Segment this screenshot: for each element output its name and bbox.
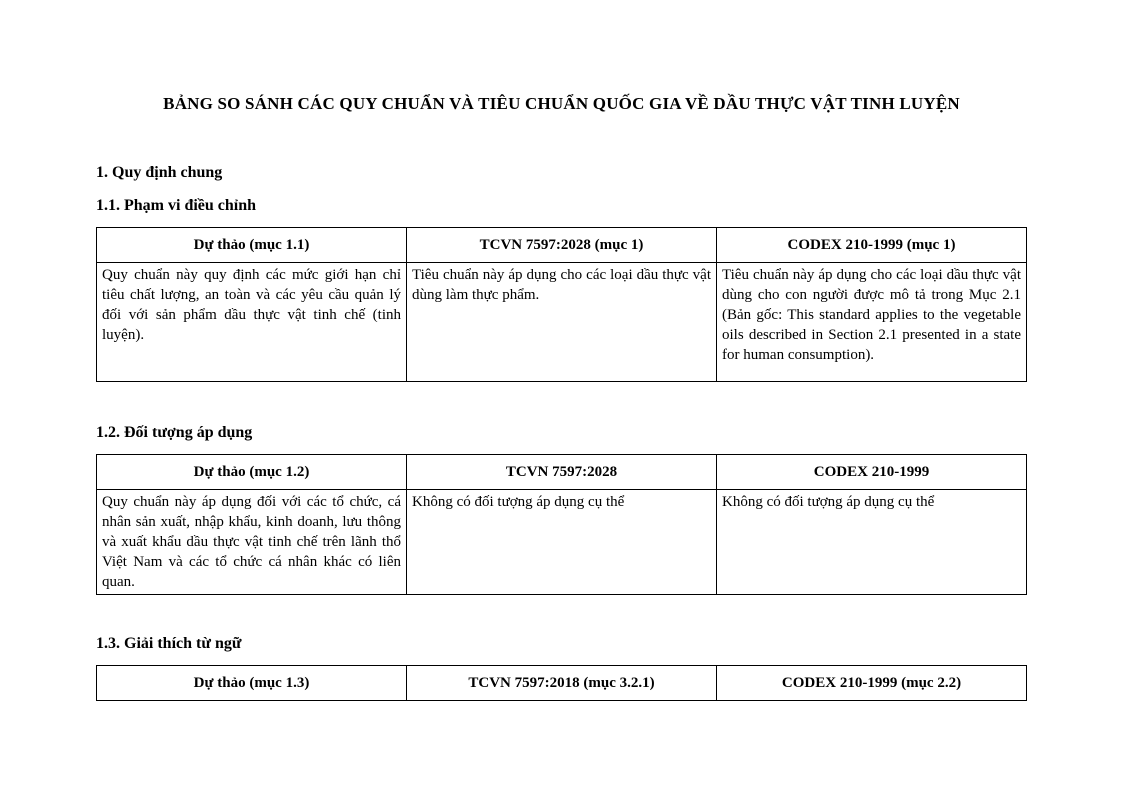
table-cell-codex: Không có đối tượng áp dụng cụ thể <box>717 490 1027 595</box>
comparison-table-1-1 <box>96 227 1027 382</box>
table-header-cell-codex: CODEX 210-1999 (mục 1) <box>717 228 1027 263</box>
table-header-cell-codex: CODEX 210-1999 (mục 2.2) <box>717 666 1027 701</box>
table-header-cell-draft: Dự thảo (mục 1.3) <box>97 666 407 701</box>
section-heading-1: 1. Quy định chung <box>96 164 223 181</box>
table-row <box>97 263 1027 382</box>
table-header-cell-draft: Dự thảo (mục 1.1) <box>97 228 407 263</box>
table-header-cell-tcvn: TCVN 7597:2028 <box>407 455 717 490</box>
table-cell-codex: Tiêu chuẩn này áp dụng cho các loại dầu thực vật dùng cho con người được mô tả trong Mục 2.1 (Bản gốc: This standard applies to the vegetable oils described in Section 2.1 presented in a state for human consumption). <box>717 263 1027 382</box>
table-cell-draft: Quy chuẩn này quy định các mức giới hạn chỉ tiêu chất lượng, an toàn và các yêu cầu quản lý đối với sản phẩm dầu thực vật tinh chế (tinh luyện). <box>97 263 407 382</box>
table-header-cell-tcvn: TCVN 7597:2028 (mục 1) <box>407 228 717 263</box>
document-content <box>96 0 1027 701</box>
table-header-cell-draft: Dự thảo (mục 1.2) <box>97 455 407 490</box>
table-cell-tcvn: Không có đối tượng áp dụng cụ thể <box>407 490 717 595</box>
table-cell-draft: Quy chuẩn này áp dụng đối với các tổ chức, cá nhân sản xuất, nhập khẩu, kinh doanh, lưu thông và xuất khẩu dầu thực vật tinh chế trên lãnh thổ Việt Nam và các tổ chức cá nhân khác có liên quan. <box>97 490 407 595</box>
comparison-table-1-3 <box>96 665 1027 701</box>
table-header-row <box>97 455 1027 490</box>
subsection-heading-1-3: 1.3. Giải thích từ ngữ <box>96 635 242 652</box>
table-header-row <box>97 666 1027 701</box>
table-header-cell-tcvn: TCVN 7597:2018 (mục 3.2.1) <box>407 666 717 701</box>
spacer <box>96 595 1027 634</box>
spacer <box>96 382 1027 423</box>
table-header-cell-codex: CODEX 210-1999 <box>717 455 1027 490</box>
comparison-table-1-2 <box>96 454 1027 595</box>
table-cell-tcvn: Tiêu chuẩn này áp dụng cho các loại dầu thực vật dùng làm thực phẩm. <box>407 263 717 382</box>
document-title: BẢNG SO SÁNH CÁC QUY CHUẨN VÀ TIÊU CHUẨN QUỐC GIA VỀ DẦU THỰC VẬT TINH LUYỆN <box>163 94 960 113</box>
subsection-heading-1-1: 1.1. Phạm vi điều chỉnh <box>96 197 257 214</box>
table-header-row <box>97 228 1027 263</box>
table-row <box>97 490 1027 595</box>
subsection-heading-1-2: 1.2. Đối tượng áp dụng <box>96 424 253 441</box>
